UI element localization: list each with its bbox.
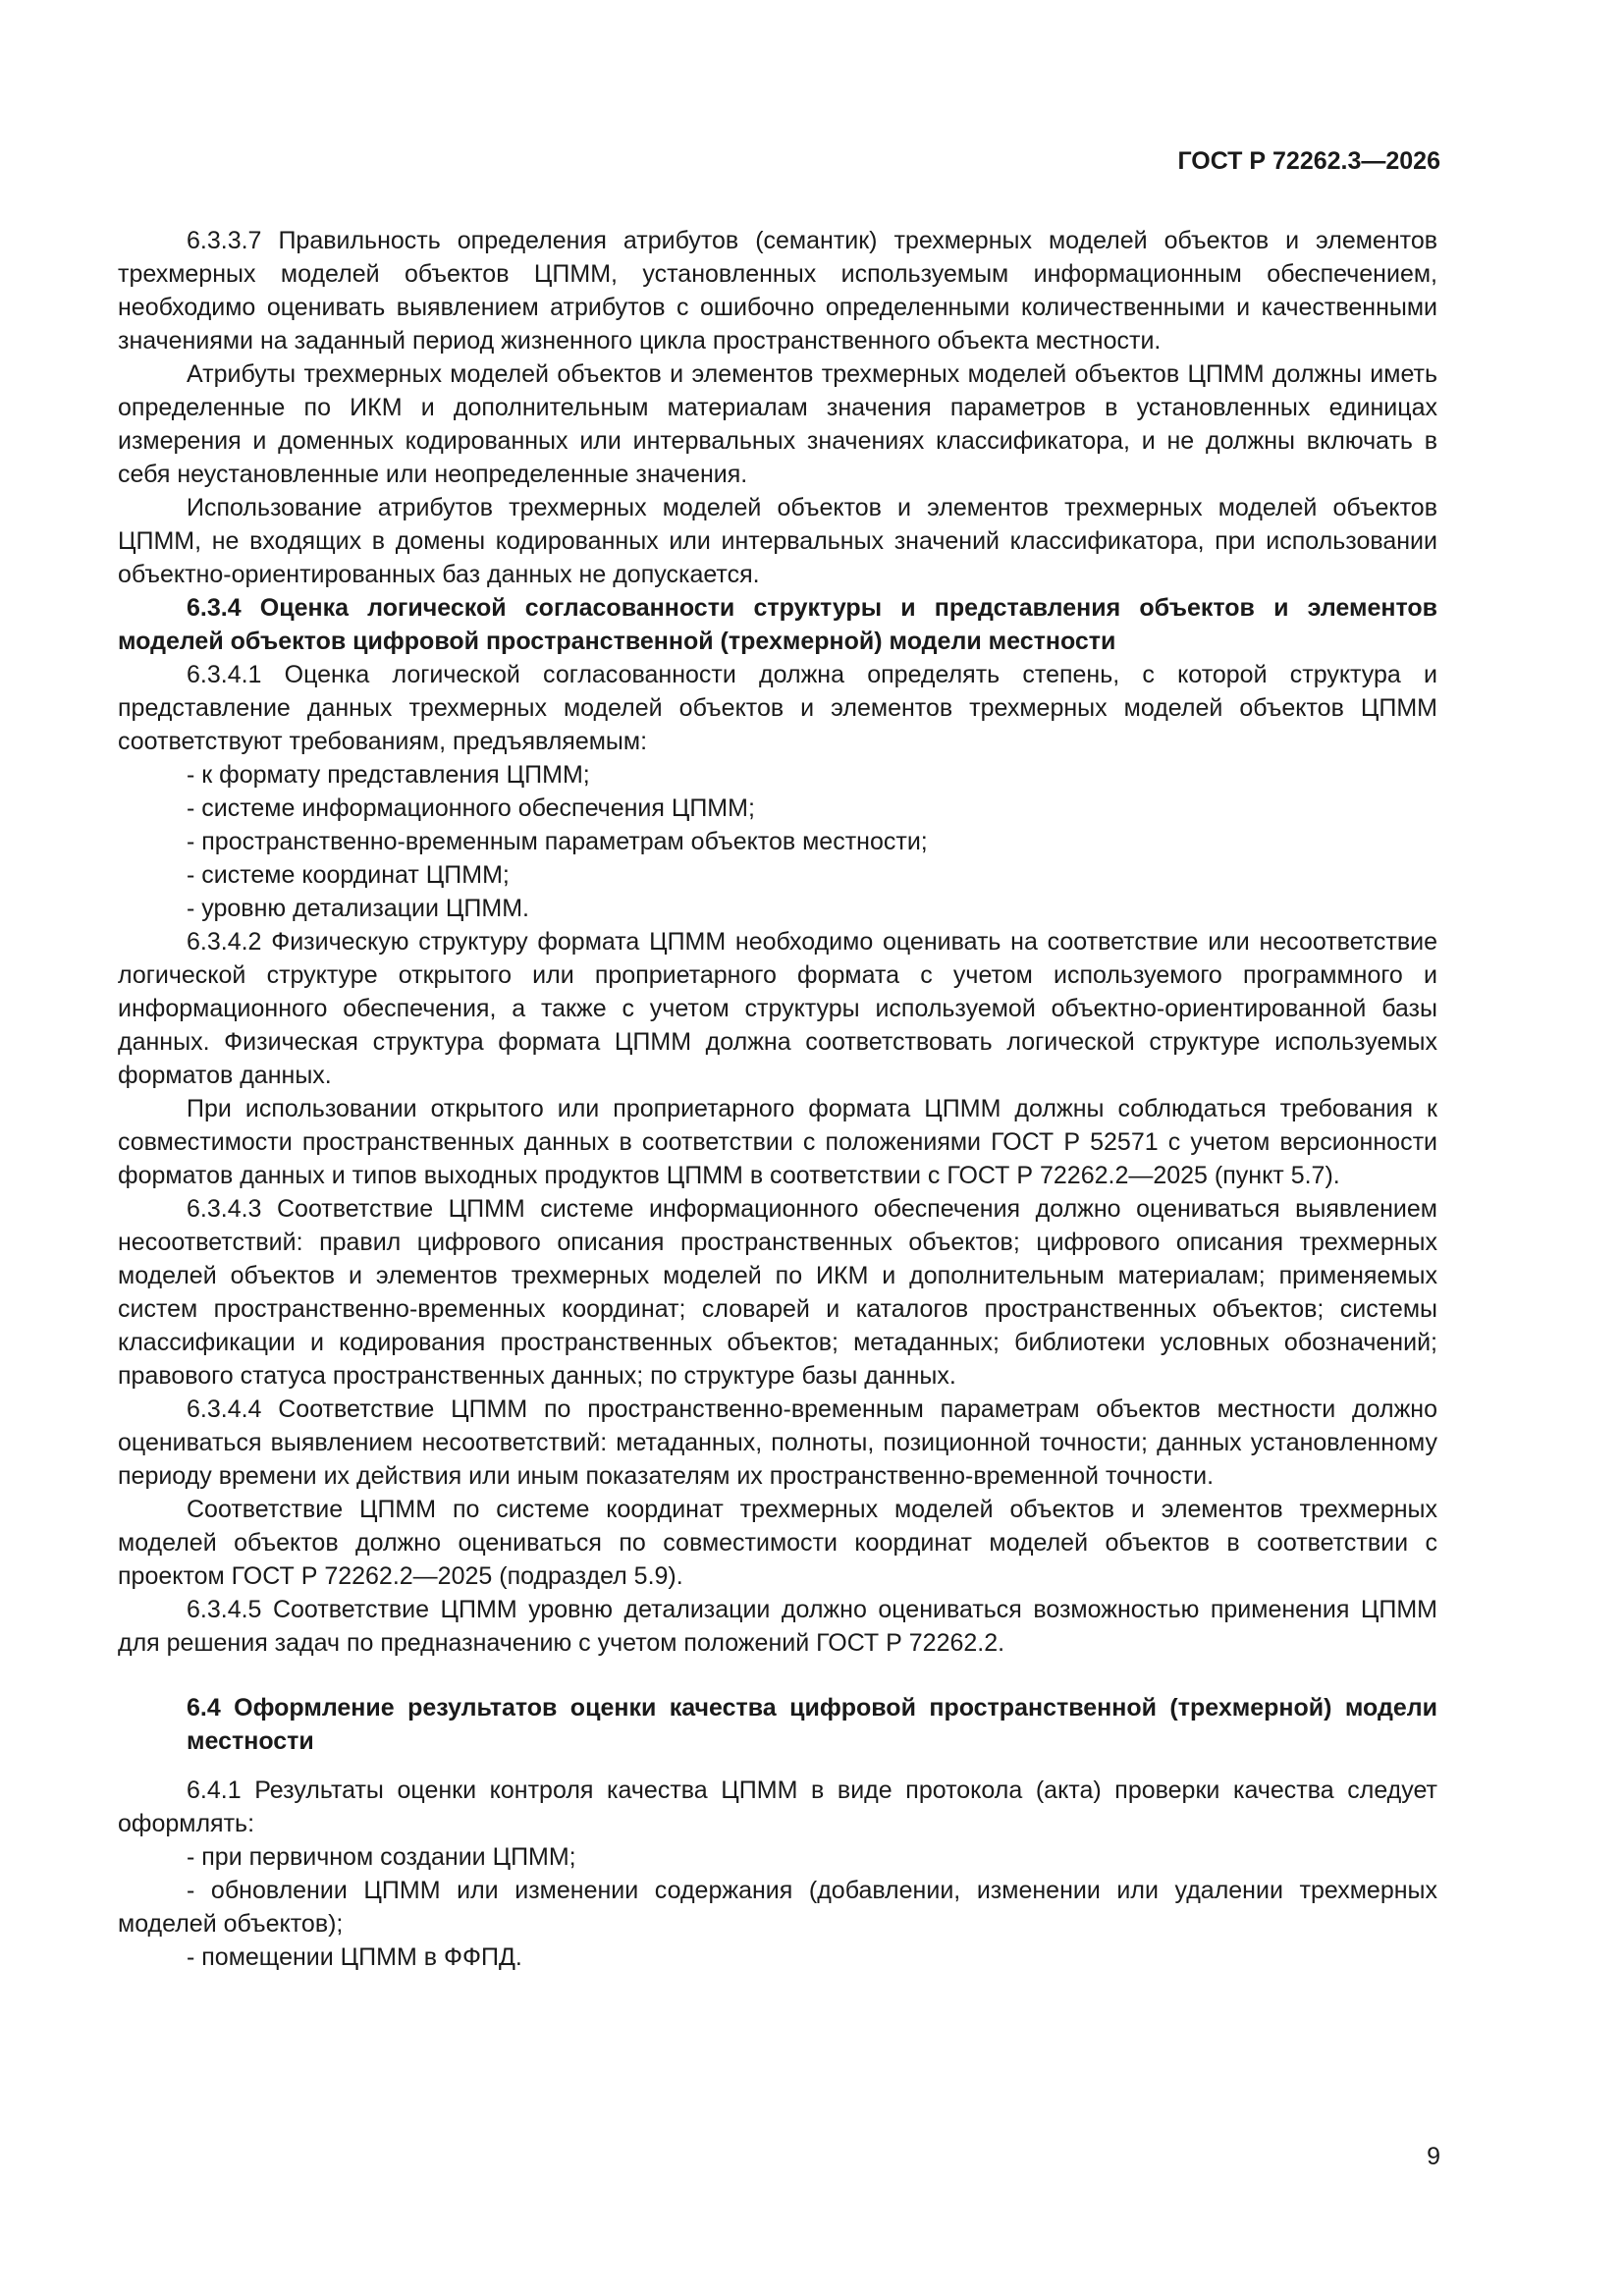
list-item: - помещении ЦПММ в ФФПД. — [187, 1943, 522, 1971]
paragraph-coordinate-system: Соответствие ЦПММ по системе координат трехмерных моделей объектов и элементов трехмерных моделей объектов должно оцениваться по совместимости координат моделей объектов в соответствии с проектом ГОСТ Р 72262.2—2025 (подраздел 5.9). — [118, 1496, 1437, 1590]
list-item: - обновлении ЦПММ или изменении содержания (добавлении, изменении или удалении трехмерных моделей объектов); — [118, 1877, 1437, 1938]
list-item: - системе информационного обеспечения ЦПММ; — [187, 794, 755, 822]
list-item: - к формату представления ЦПММ; — [187, 761, 590, 789]
paragraph-open-format: При использовании открытого или проприетарного формата ЦПММ должны соблюдаться требования к совместимости пространственных данных в соответствии с положениями ГОСТ Р 52571 с учетом версионности форматов данных и типов выходных продуктов ЦПММ в соответствии с ГОСТ Р 72262.2—2025 (пункт 5.7). — [118, 1095, 1437, 1189]
paragraph-6-4-1: 6.4.1 Результаты оценки контроля качества ЦПММ в виде протокола (акта) проверки качества следует оформлять: — [118, 1777, 1437, 1837]
list-item: - уровню детализации ЦПММ. — [187, 895, 529, 922]
paragraph-attributes-usage: Использование атрибутов трехмерных моделей объектов и элементов трехмерных моделей объектов ЦПММ, не входящих в домены кодированных или интервальных значений классификатора, при использовании объектно-ориентированных баз данных не допускается. — [118, 494, 1437, 588]
list-item: - системе координат ЦПММ; — [187, 861, 510, 889]
paragraph-6-3-4-1: 6.3.4.1 Оценка логической согласованности должна определять степень, с которой структура и представление данных трехмерных моделей объектов и элементов трехмерных моделей объектов ЦПММ соответствуют требованиям, предъявляемым: — [118, 661, 1437, 755]
page-number: 9 — [1427, 2143, 1440, 2170]
document-number-header: ГОСТ Р 72262.3—2026 — [1177, 147, 1440, 175]
section-heading-6-4: 6.4 Оформление результатов оценки качества цифровой пространственной (трехмерной) модели местности — [187, 1694, 1437, 1755]
paragraph-6-3-4-4: 6.3.4.4 Соответствие ЦПММ по пространственно-временным параметрам объектов местности должно оцениваться выявлением несоответствий: метаданных, полноты, позиционной точности; данных установленному периоду времени их действия или иным показателям их пространственно-временной точности. — [118, 1395, 1437, 1490]
paragraph-6-3-3-7: 6.3.3.7 Правильность определения атрибутов (семантик) трехмерных моделей объектов и элементов трехмерных моделей объектов ЦПММ, установленных используемым информационным обеспечением, необходимо оценивать выявлением атрибутов с ошибочно определенными количественными и качественными значениями на заданный период жизненного цикла пространственного объекта местности. — [118, 227, 1437, 355]
paragraph-attributes: Атрибуты трехмерных моделей объектов и элементов трехмерных моделей объектов ЦПММ должны иметь определенные по ИКМ и дополнительным материалам значения параметров в установленных единицах измерения и доменных кодированных или интервальных значениях классификатора, и не должны включать в себя неустановленные или неопределенные значения. — [118, 360, 1437, 488]
paragraph-6-3-4-5: 6.3.4.5 Соответствие ЦПММ уровню детализации должно оцениваться возможностью применения ЦПММ для решения задач по предназначению с учетом положений ГОСТ Р 72262.2. — [118, 1596, 1437, 1657]
requirements-list — [118, 758, 1437, 925]
paragraph-6-3-4-2: 6.3.4.2 Физическую структуру формата ЦПММ необходимо оценивать на соответствие или несоответствие логической структуре открытого или проприетарного формата с учетом используемого программного и информационного обеспечения, а также с учетом структуры используемой объектно-ориентированной базы данных. Физическая структура формата ЦПММ должна соответствовать логической структуре используемых форматов данных. — [118, 928, 1437, 1089]
cases-list — [118, 1840, 1437, 1974]
list-item: - пространственно-временным параметрам объектов местности; — [187, 828, 928, 855]
paragraph-6-3-4-3: 6.3.4.3 Соответствие ЦПММ системе информационного обеспечения должно оцениваться выявлением несоответствий: правил цифрового описания пространственных объектов; цифрового описания трехмерных моделей объектов и элементов трехмерных моделей по ИКМ и дополнительным материалам; применяемых систем пространственно-временных координат; словарей и каталогов пространственных объектов; системы классификации и кодирования пространственных объектов; метаданных; библиотеки условных обозначений; правового статуса пространственных данных; по структуре базы данных. — [118, 1195, 1437, 1390]
section-heading-6-3-4: 6.3.4 Оценка логической согласованности структуры и представления объектов и элементов моделей объектов цифровой пространственной (трехмерной) модели местности — [118, 594, 1437, 655]
list-item: - при первичном создании ЦПММ; — [187, 1843, 576, 1871]
document-body — [118, 224, 1437, 1974]
